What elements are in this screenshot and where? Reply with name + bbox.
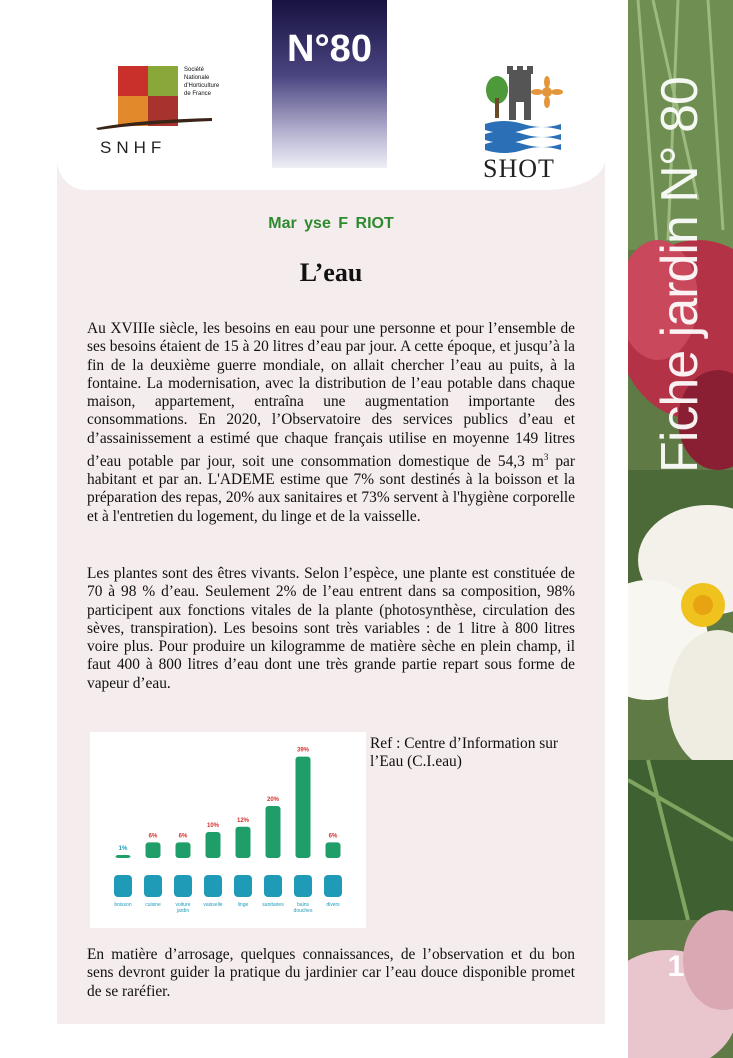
category-label-5: sanitaires: [262, 902, 284, 908]
category-label-4: linge: [237, 902, 249, 908]
value-label-7: 6%: [328, 833, 338, 840]
value-label-2: 6%: [178, 833, 188, 840]
issue-number: N°80: [287, 28, 372, 70]
chart-canvas: [90, 732, 366, 928]
author-name: Mar yse F RIOT: [268, 215, 394, 232]
vertical-sheet-title: Fiche jardin N° 80: [651, 77, 709, 473]
shot-logo: [483, 62, 563, 184]
value-label-5: 20%: [266, 797, 280, 803]
paragraph-plants: Les plantes sont des êtres vivants. Selon l’espèce, une plante est constituée de 70 à 98 % d’eau. Seulement 2% de l’eau entrent dans sa composition, 98% participent aux fonctions vitales de la plante (photosynthèse, circulation des sèves, transpiration). Les besoins sont très variables : de 1 litre à 800 litres voire plus. Pour produire un kilogramme de matière sèche en plein champ, il faut 400 à 800 litres d’eau dont une très grande partie repart sous forme de vapeur d’eau.: [87, 565, 575, 692]
snhf-acronym: SNHF: [100, 138, 167, 157]
snhf-brush-stroke: [94, 114, 214, 130]
shot-emblem: [483, 62, 563, 154]
paragraph-text: Au XVIIIe siècle, les besoins en eau pour une personne et pour l’ensemble de ses besoins étaient de 15 à 20 litres d’eau par jour. A cette époque, et jusqu’à la fin de la deuxième guerre mondiale, on allait chercher l’eau au puits, à la fontaine. La modernisation, avec la distribution de l’eau potable dans chaque maison, appartement, entraîna une augmentation importante des consommations. En 2020, l’Observatoire des services publics d’eau et d’assainissement a estimé que chaque français utilise en moyenne 149 litres d’eau potable par jour, soit une consommation domestique de 54,3 m: [87, 320, 575, 470]
category-label-0: boisson: [114, 902, 132, 908]
bar-3: [206, 832, 221, 858]
usage-icon-7: [324, 875, 342, 897]
snhf-logo: [92, 60, 242, 160]
usage-icon-0: [114, 875, 132, 897]
shot-acronym: SHOT: [483, 154, 555, 183]
article-title: L’eau: [299, 258, 363, 287]
usage-icon-1: [144, 875, 162, 897]
bar-6: [296, 757, 311, 858]
bar-2: [176, 842, 191, 858]
water-usage-chart: [90, 732, 366, 928]
superscript: 3: [543, 451, 549, 462]
value-label-6: 39%: [296, 747, 310, 754]
usage-icon-6: [294, 875, 312, 897]
usage-icon-3: [204, 875, 222, 897]
category-label-6: douches: [293, 908, 313, 914]
value-label-1: 6%: [148, 833, 158, 840]
category-label-2: jardin: [176, 908, 190, 914]
snhf-name-line: Nationale: [184, 75, 210, 81]
category-label-7: divers: [326, 902, 340, 908]
category-label-2: voiture: [175, 902, 191, 908]
category-label-6: bains: [297, 902, 309, 908]
bar-4: [236, 827, 251, 858]
value-label-0: 1%: [118, 846, 128, 852]
bar-1: [146, 842, 161, 858]
paragraph-text-end: par habitant et par an. L'ADEME estime que 7% sont destinés à la boisson et la préparation des repas, 20% aux sanitaires et 73% servent à l'hygiène corporelle et à l'entretien du logement, du linge et de la vaisselle.: [87, 452, 575, 525]
category-label-3: vaisselle: [203, 902, 223, 908]
snhf-name-line: de France: [184, 91, 212, 97]
paragraph-history: [87, 320, 575, 526]
usage-icon-5: [264, 875, 282, 897]
issue-number-tab: [272, 0, 387, 168]
snhf-name-line: Société: [184, 67, 205, 73]
usage-icon-4: [234, 875, 252, 897]
bar-5: [266, 806, 281, 858]
snhf-name: [184, 66, 244, 98]
chart-reference: Ref : Centre d’Information sur l’Eau (C.I.eau): [370, 735, 559, 771]
bar-0: [116, 855, 131, 858]
snhf-name-line: d'Horticulture: [184, 83, 220, 89]
usage-icon-2: [174, 875, 192, 897]
paragraph-conclusion: En matière d’arrosage, quelques connaissances, de l’observation et du bon sens devront guider la pratique du jardinier car l’eau douce disponible promet de se raréfier.: [87, 946, 575, 1000]
bar-7: [326, 842, 341, 858]
value-label-4: 12%: [236, 817, 250, 824]
category-label-1: cuisine: [145, 902, 161, 908]
page-number: 1: [667, 950, 685, 983]
value-label-3: 10%: [206, 823, 220, 829]
